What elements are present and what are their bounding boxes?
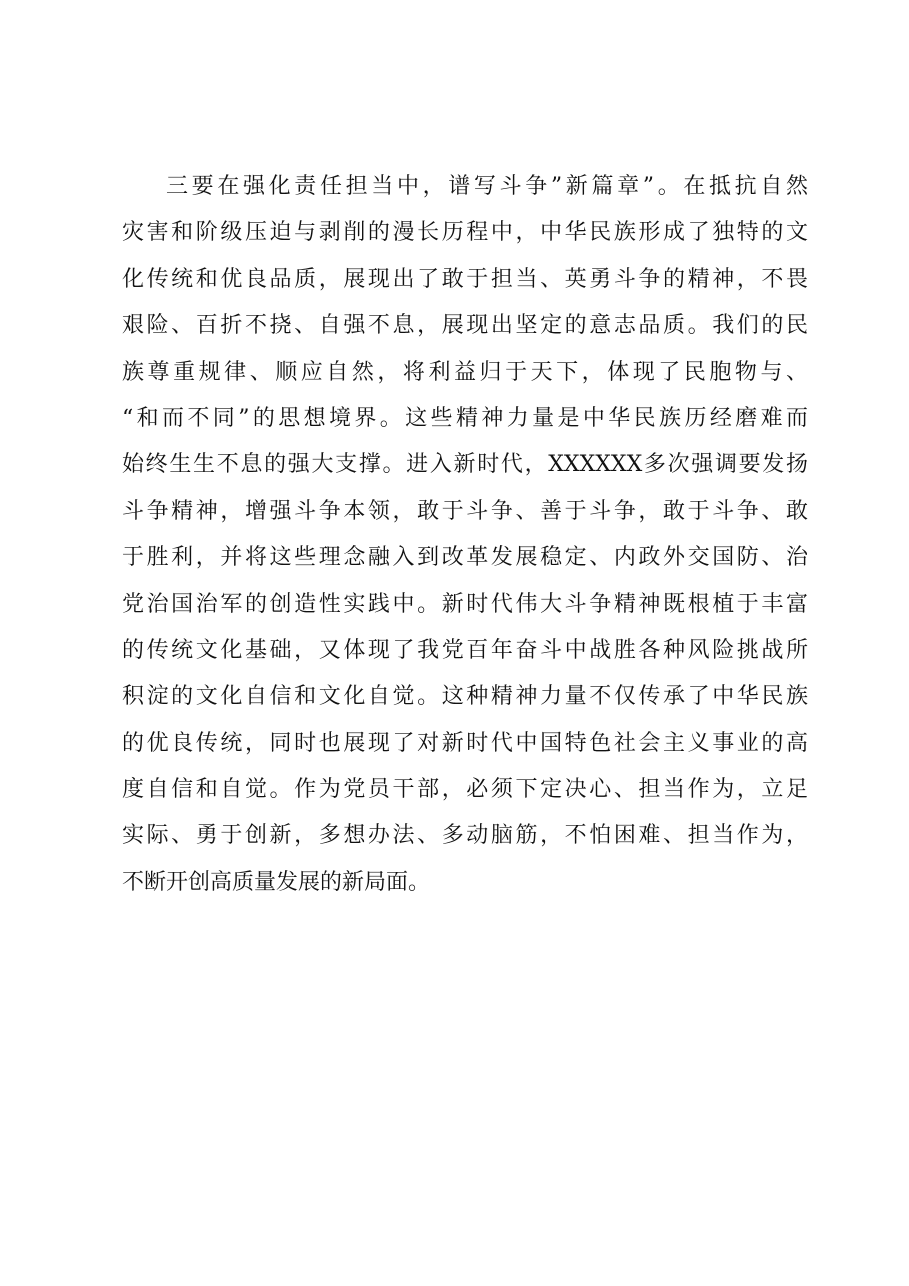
paragraph-line: 不断开创高质量发展的新局面。 xyxy=(122,869,431,895)
paragraph-line: 实际、勇于创新，多想办法、多动脑筋，不怕困难、担当作为， xyxy=(122,823,808,849)
paragraph-line: 灾害和阶级压迫与剥削的漫长历程中，中华民族形成了独特的文 xyxy=(122,220,808,246)
paragraph-line: 于胜利，并将这些理念融入到改革发展稳定、内政外交国防、治 xyxy=(122,545,808,571)
paragraph-line: “和而不同”的思想境界。这些精神力量是中华民族历经磨难而 xyxy=(122,405,808,431)
paragraph-line: 的传统文化基础，又体现了我党百年奋斗中战胜各种风险挑战所 xyxy=(122,637,808,663)
paragraph-line: 三要在强化责任担当中，谱写斗争”新篇章”。在抵抗自然 xyxy=(166,174,808,199)
paragraph-line: 的优良传统，同时也展现了对新时代中国特色社会主义事业的高 xyxy=(122,730,808,756)
paragraph-line: 始终生生不息的强大支撑。进入新时代，XXXXXX多次强调要发扬 xyxy=(122,452,808,478)
paragraph-line: 斗争精神，增强斗争本领，敢于斗争、善于斗争，敢于斗争、敢 xyxy=(122,498,808,524)
body-paragraph xyxy=(122,164,808,906)
paragraph-line: 族尊重规律、顺应自然，将利益归于天下，体现了民胞物与、 xyxy=(122,359,808,385)
paragraph-line: 党治国治军的创造性实践中。新时代伟大斗争精神既根植于丰富 xyxy=(122,591,808,617)
paragraph-line: 积淀的文化自信和文化自觉。这种精神力量不仅传承了中华民族 xyxy=(122,684,808,710)
paragraph-line: 艰险、百折不挠、自强不息，展现出坚定的意志品质。我们的民 xyxy=(122,313,808,339)
paragraph-line: 度自信和自觉。作为党员干部，必须下定决心、担当作为，立足 xyxy=(122,777,808,803)
paragraph-line: 化传统和优良品质，展现出了敢于担当、英勇斗争的精神，不畏 xyxy=(122,266,808,292)
